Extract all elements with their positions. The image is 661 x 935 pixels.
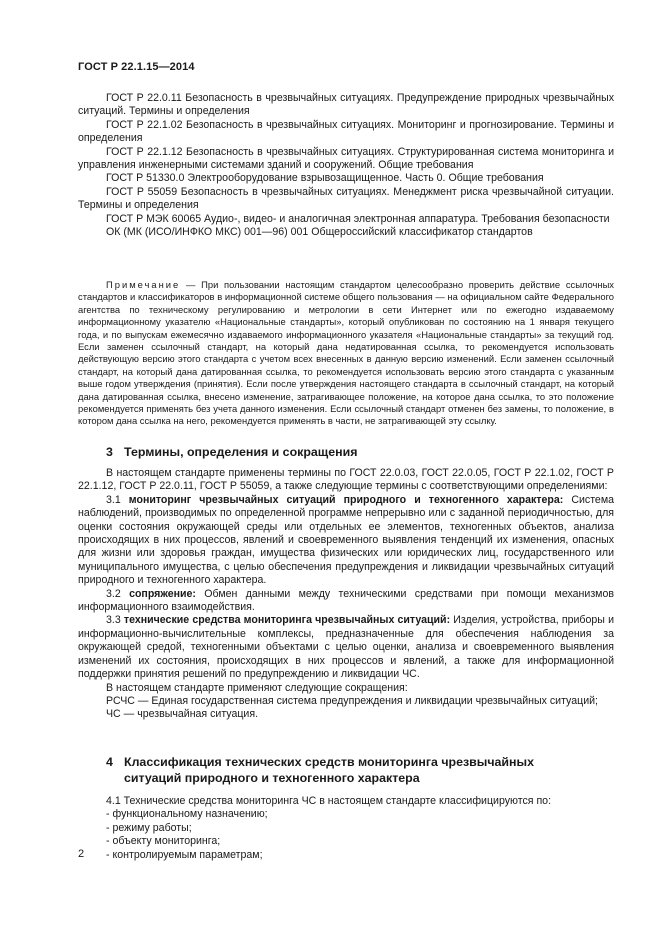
list-item: - контролируемым параметрам; (106, 848, 263, 861)
term-3-1-name: мониторинг чрезвычайных ситуаций природного и техногенного характера: (128, 493, 564, 506)
term-3-1: 3.1 мониторинг чрезвычайных ситуаций природного и техногенного характера: Система наблюдений, производимых по определенной программе непрерывно или с заданной периодичностью, для оценки состояния окружающей среды или отдельных ее элементов, техногенных объектов, анализа происходящих в них процессов, явлений и своевременного выявления тенденций их изменения, опасных для жизни или здоровья граждан, имущества физических или юридических лиц, государственного или муниципального имущества, с целью обеспечения предупреждения и ликвидации чрезвычайных ситуаций природного и техногенного характера. (78, 493, 615, 587)
note-block (78, 279, 614, 428)
reference-item: ГОСТ Р 51330.0 Электрооборудование взрывозащищенное. Часть 0. Общие требования (106, 172, 544, 185)
term-3-3-name: технические средства мониторинга чрезвычайных ситуаций: (123, 614, 451, 627)
reference-item: ГОСТ Р 22.1.02 Безопасность в чрезвычайных ситуациях. Мониторинг и прогнозирование. Термины и определения (78, 118, 614, 145)
term-3-2: 3.2 сопряжение: Обмен данными между техническими средствами при помощи механизмов информационного взаимодействия. (78, 587, 614, 614)
list-item: - режиму работы; (106, 821, 192, 834)
section-3-title: 3 Термины, определения и сокращения (106, 445, 358, 459)
abbreviation-item: РСЧС — Единая государственная система предупреждения и ликвидации чрезвычайных ситуаций; (106, 694, 598, 707)
note-paragraph (78, 279, 614, 428)
term-3-2-name: сопряжение: (129, 587, 196, 600)
list-item: - функциональному назначению; (106, 808, 268, 821)
section-3 (78, 444, 614, 722)
section-3-number: 3 (106, 445, 113, 459)
list-item: - объекту мониторинга; (106, 835, 221, 848)
reference-item: ГОСТ Р 55059 Безопасность в чрезвычайных ситуациях. Менеджмент риска чрезвычайной ситуации. Термины и определения (78, 185, 614, 212)
abbreviations-intro: В настоящем стандарте применяют следующие сокращения: (106, 681, 408, 694)
document-header: ГОСТ Р 22.1.15—2014 (78, 61, 195, 73)
reference-item: ОК (МК (ИСО/ИНФКО МКС) 001—96) 001 Общероссийский классификатор стандартов (106, 226, 533, 239)
section-3-intro: В настоящем стандарте применены термины по ГОСТ 22.0.03, ГОСТ 22.0.05, ГОСТ Р 22.1.02, ГОСТ Р 22.1.12, ГОСТ Р 22.0.11, ГОСТ Р 55059, а также следующие термины с соответствующими определениями: (78, 467, 614, 493)
page-number: 2 (78, 848, 85, 860)
reference-item: ГОСТ Р МЭК 60065 Аудио-, видео- и аналогичная электронная аппаратура. Требования безопасности (106, 212, 610, 225)
section-4-number: 4 (106, 755, 113, 769)
references-list (78, 92, 614, 239)
section-4 (78, 754, 614, 862)
section-4-title-cont: ситуаций природного и техногенного характера (124, 771, 420, 785)
note-text: — При пользовании настоящим стандартом целесообразно проверить действие ссылочных стандартов и классификаторов в информационной системе общего пользования — на официальном сайте Федерального агентства по техническому регулированию и метрологии в сети Интернет или по ежегодно издаваемому информационному указателю «Национальные стандарты», который опубликован по состоянию на 1 января текущего года, и по выпускам ежемесячно издаваемого информационного указателя «Национальные стандарты» за текущий год. Если заменен ссылочный стандарт, на который дана недатированная ссылка, то рекомендуется использовать действующую версию этого стандарта с учетом всех внесенных в данную версию изменений. Если заменен ссылочный стандарт, на который дана датированная ссылка, то рекомендуется использовать версию этого стандарта с указанным выше годом утверждения (принятия). Если после утверждения настоящего стандарта в ссылочный стандарт, на который дана датированная ссылка, внесено изменение, затрагивающее положение, на которое дана ссылка, то это положение рекомендуется применять без учета данного изменения. Если ссылочный стандарт отменен без замены, то положение, в котором дана ссылка на него, рекомендуется применять в части, не затрагивающей эту ссылку. (78, 279, 614, 427)
abbreviation-item: ЧС — чрезвычайная ситуация. (106, 708, 259, 721)
reference-item: ГОСТ Р 22.1.12 Безопасность в чрезвычайных ситуациях. Структурированная система мониторинга и управления инженерными системами зданий и сооружений. Общие требования (78, 145, 614, 172)
term-3-3: 3.3 технические средства мониторинга чрезвычайных ситуаций: Изделия, устройства, приборы и информационно-вычислительные комплексы, предназначенные для обеспечения наблюдения за окружающей средой, техногенными объектами с целью оценки, анализа и своевременного выявления изменений их состояния, происходящих в них процессов и явлений, а также для информационной поддержки принятия решений по предупреждению и ликвидации ЧС. (78, 614, 614, 681)
section-4-intro: 4.1 Технические средства мониторинга ЧС в настоящем стандарте классифицируются по: (106, 795, 552, 807)
reference-item: ГОСТ Р 22.0.11 Безопасность в чрезвычайных ситуациях. Предупреждение природных чрезвычайных ситуаций. Термины и определения (78, 92, 614, 118)
note-label: Примечание (106, 279, 181, 290)
section-4-title: 4 Классификация технических средств мониторинга чрезвычайных (106, 755, 534, 769)
